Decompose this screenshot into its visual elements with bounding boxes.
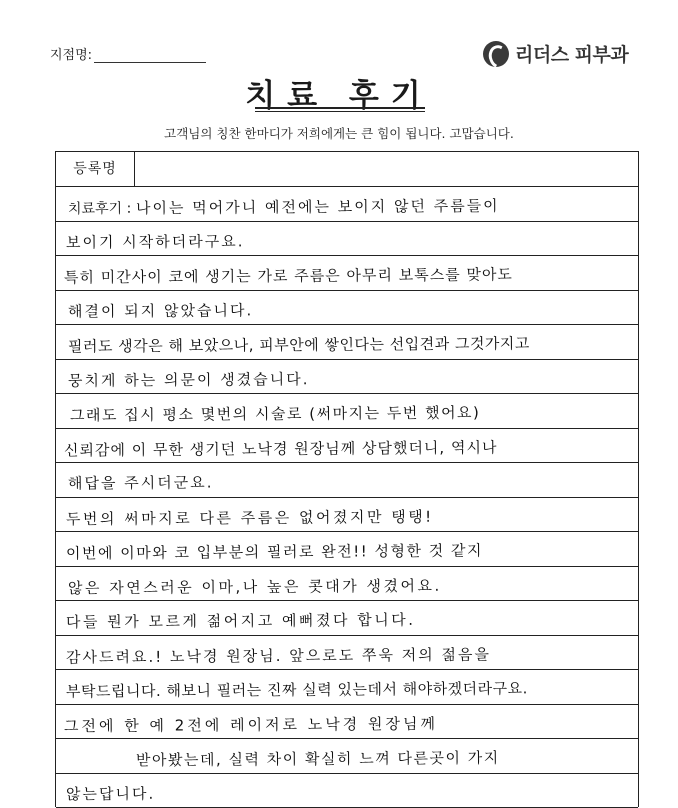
form-line: [56, 186, 638, 222]
review-line: 특히 미간사이 코에 생기는 가로 주름은 아무리 보톡스를 맞아도: [63, 265, 513, 287]
review-form: [55, 151, 639, 807]
branch-field-line: [94, 62, 206, 63]
form-line: [56, 255, 638, 291]
review-line: 해답을 주시더군요.: [67, 473, 214, 493]
review-label: 치료후기 :: [67, 200, 132, 218]
review-line: 부탁드립니다. 해보니 필러는 진짜 실력 있는데서 해야하겠더라구요.: [65, 679, 528, 701]
review-line: 다들 뭔가 모르게 젊어지고 예뻐졌다 합니다.: [65, 610, 416, 632]
clinic-name: 리더스 피부과: [515, 44, 629, 66]
form-line: [56, 462, 638, 498]
review-line: 않은 자연스러운 이마,나 높은 콧대가 생겼어요.: [67, 576, 442, 598]
branch-label: 지점명:: [50, 48, 93, 63]
review-line: 그전에 한 예 2전에 레이저로 노낙경 원장님께: [63, 714, 439, 736]
form-line: [56, 704, 638, 739]
review-line: 보이기 시작하더라구요.: [65, 232, 245, 252]
form-line: [56, 359, 638, 394]
form-line: [56, 773, 638, 808]
leaf-swirl-icon: [483, 41, 509, 67]
review-line: 그래도 집시 평소 몇번의 시술로 (써마지는 두번 했어요): [69, 403, 481, 425]
subtitle: 고객님의 칭찬 한마디가 저희에게는 큰 힘이 됩니다. 고맙습니다.: [164, 126, 514, 141]
title-underline: [255, 107, 425, 109]
registrant-label: 등록명: [56, 152, 135, 186]
review-line: 뭉치게 하는 의문이 생겼습니다.: [67, 370, 310, 390]
title-underline-thin: [255, 111, 425, 112]
form-line: [56, 738, 638, 774]
form-line: [56, 669, 638, 705]
registrant-row: [56, 152, 638, 187]
review-line: 두번의 써마지로 다른 주름은 없어졌지만 탱탱!: [65, 507, 434, 529]
review-line: 신뢰감에 이 무한 생기던 노낙경 원장님께 상담했더니, 역시나: [63, 438, 498, 460]
form-line: [56, 531, 638, 567]
review-line: 않는답니다.: [65, 784, 156, 804]
review-line: 이번에 이마와 코 입부분의 필러로 완전!! 성형한 것 같지: [65, 541, 484, 563]
review-line: 나이는 먹어가니 예전에는 보이지 않던 주름들이: [135, 196, 500, 218]
form-line: [56, 290, 638, 325]
form-line: [56, 600, 638, 636]
review-line: 필러도 생각은 해 보았으나, 피부안에 쌓인다는 선입견과 그것가지고: [67, 334, 530, 356]
form-line: [56, 566, 638, 601]
form-line: [56, 635, 638, 670]
form-line: [56, 393, 638, 429]
form-line: [56, 497, 638, 532]
form-line: [56, 324, 638, 360]
clinic-logo: [483, 40, 628, 67]
form-line: [56, 221, 638, 256]
review-line: 받아봤는데, 실력 차이 확실히 느껴 다른곳이 가지: [135, 748, 500, 770]
review-line: 해결이 되지 않았습니다.: [67, 301, 254, 321]
form-line: [56, 428, 638, 463]
review-line: 감사드려요.! 노낙경 원장님. 앞으로도 쭈욱 저의 젊음을: [65, 645, 492, 667]
page-title: 치료 후기: [245, 78, 433, 113]
